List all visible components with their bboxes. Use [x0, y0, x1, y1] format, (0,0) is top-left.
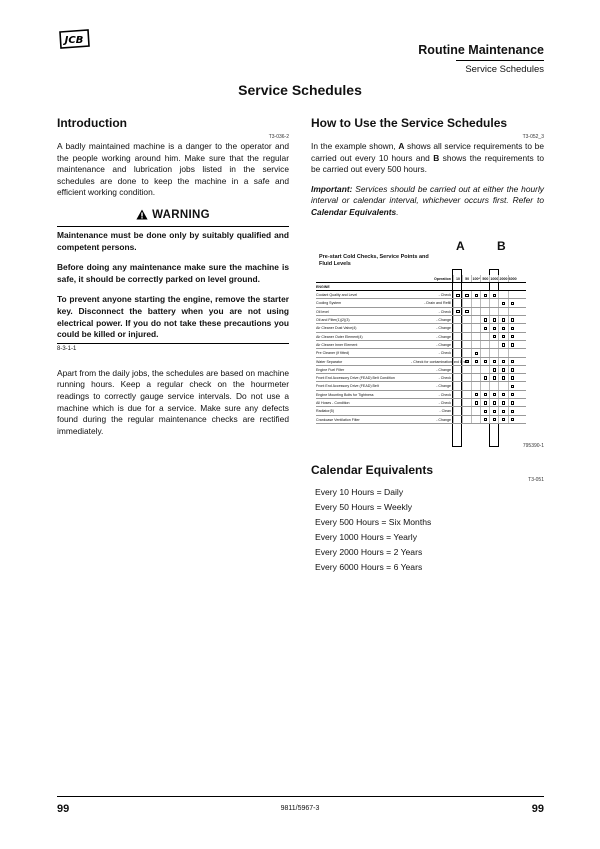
interval-cell [508, 349, 517, 356]
marker-b-text: B [433, 152, 440, 163]
interval-cell [489, 349, 498, 356]
checkbox-icon [484, 327, 487, 330]
checkbox-icon [493, 294, 496, 297]
checkbox-icon [493, 376, 496, 379]
checkbox-icon [465, 294, 468, 297]
calendar-ref: T3-051 [528, 476, 544, 483]
interval-cell [471, 374, 480, 381]
checkbox-icon [502, 302, 505, 305]
interval-cell [471, 382, 480, 389]
howto-ref: T3-052_3 [522, 134, 544, 140]
howto-body: In the example shown, A shows all service requirements to be carried out every 10 hours and B shows the requirements to be carried out every 500 hours. [311, 141, 544, 175]
task-operation: - Change [436, 417, 451, 422]
checkbox-icon [511, 318, 514, 321]
interval-cell [462, 333, 471, 340]
checkbox-icon [511, 368, 514, 371]
interval-cell [453, 349, 462, 356]
page-number-right: 99 [531, 803, 544, 815]
calendar-item: Every 500 Hours = Six Months [315, 516, 432, 527]
interval-cell [480, 349, 489, 356]
operation-header: Operation [434, 276, 451, 281]
interval-cell [453, 341, 462, 348]
schedule-figure [311, 239, 544, 449]
checkbox-icon [484, 401, 487, 404]
interval-cell [453, 366, 462, 373]
left-column [57, 116, 289, 437]
interval-cell [498, 358, 507, 365]
checkbox-icon [465, 310, 468, 313]
interval-cell [471, 333, 480, 340]
task-operation: - Change [436, 318, 451, 323]
task-name: Air Cleaner Outer Element(4) [316, 334, 363, 339]
interval-cell [453, 358, 462, 365]
task-name: Radiator(5) [316, 409, 334, 414]
document-number: 9811/5967-3 [280, 805, 320, 812]
calendar-item: Every 50 Hours = Weekly [315, 501, 413, 512]
brand-text: JCB [64, 35, 84, 46]
interval-cell [462, 299, 471, 306]
calendar-list [311, 485, 544, 575]
task-operation: - Check for contamination and Drain [411, 359, 469, 364]
task-operation: - Change [436, 334, 451, 339]
checkbox-icon [493, 335, 496, 338]
table-row [316, 333, 526, 341]
checkbox-icon [511, 343, 514, 346]
interval-cell [453, 374, 462, 381]
interval-cell [462, 358, 471, 365]
warning-text-3: To prevent anyone starting the engine, remove the starter key. Disconnect the battery when you are not using electrical power. If you do not take these precautions you could be killed or injured. [57, 294, 289, 340]
checkbox-icon [484, 410, 487, 413]
interval-cell [489, 374, 498, 381]
table-row [316, 299, 526, 307]
interval-cell [498, 416, 507, 423]
interval-cell [480, 308, 489, 315]
interval-cell [462, 382, 471, 389]
interval-cell [480, 324, 489, 331]
header-divider [456, 60, 544, 61]
task-operation: - Change [436, 342, 451, 347]
interval-cell [508, 358, 517, 365]
interval-cell [480, 416, 489, 423]
checkbox-icon [511, 385, 514, 388]
interval-cell [462, 349, 471, 356]
interval-cell [508, 308, 517, 315]
interval-header: 100* [472, 276, 480, 281]
checkbox-icon [502, 335, 505, 338]
interval-cell [480, 299, 489, 306]
table-row [316, 308, 526, 316]
table-row [316, 316, 526, 324]
interval-cell [462, 324, 471, 331]
interval-cell [480, 391, 489, 398]
warning-icon [136, 209, 148, 220]
checkbox-icon [502, 418, 505, 421]
task-name: Oil level [316, 309, 329, 314]
calendar-heading: Calendar Equivalents [311, 462, 434, 477]
table-row [316, 349, 526, 357]
task-name: Front End Accessory Drive (FEAD) Belt [316, 384, 379, 389]
task-header [316, 275, 411, 282]
interval-cell [471, 324, 480, 331]
schedule-table [316, 275, 526, 424]
interval-cell [489, 391, 498, 398]
table-header-row [316, 275, 526, 283]
task-name: Crankcase Ventilation Filter [316, 417, 360, 422]
interval-cell [489, 399, 498, 406]
interval-cell [489, 382, 498, 389]
interval-header: 10 [453, 275, 462, 282]
section-subtitle: Service Schedules [465, 64, 544, 75]
checkbox-icon [502, 318, 505, 321]
interval-cell [498, 291, 507, 298]
task-operation: - Check [438, 392, 451, 397]
interval-cell [453, 382, 462, 389]
task-operation: - Drain and Refill [424, 301, 451, 306]
interval-cell [480, 407, 489, 414]
section-title: Routine Maintenance [418, 43, 544, 57]
interval-cell [498, 366, 507, 373]
warning-box [57, 226, 289, 344]
checkbox-icon [484, 393, 487, 396]
warning-label: WARNING [152, 208, 210, 221]
task-operation: - Clean [439, 409, 451, 414]
interval-cell [498, 341, 507, 348]
interval-cell [462, 407, 471, 414]
interval-cell [508, 341, 517, 348]
interval-cell [471, 416, 480, 423]
interval-cell [498, 391, 507, 398]
task-operation: - Check [438, 351, 451, 356]
interval-header: 1000 [490, 276, 499, 281]
interval-cell [462, 341, 471, 348]
task-name: Engine Mounting Bolts for Tightness [316, 392, 374, 397]
interval-cell [498, 407, 507, 414]
interval-cell [453, 416, 462, 423]
checkbox-icon [493, 418, 496, 421]
calendar-item: Every 10 Hours = Daily [315, 486, 404, 497]
figure-marker-a: A [456, 238, 465, 253]
interval-cell [453, 316, 462, 323]
task-operation: - Check [438, 293, 451, 298]
interval-cell [480, 341, 489, 348]
task-operation: - Check [438, 376, 451, 381]
interval-cell [471, 349, 480, 356]
warning-text-1: Maintenance must be done only by suitably qualified and competent persons. [57, 229, 289, 252]
checkbox-icon [502, 376, 505, 379]
interval-cell [471, 316, 480, 323]
interval-cell [489, 333, 498, 340]
task-operation: - Check [438, 401, 451, 406]
calendar-section [311, 463, 544, 575]
figure-title: Pre-start Cold Checks, Service Points and Fluid Levels [319, 253, 429, 267]
checkbox-icon [493, 360, 496, 363]
interval-cell [489, 291, 498, 298]
calendar-item: Every 6000 Hours = 6 Years [315, 561, 423, 572]
task-name: Air Cleaner Dust Valve(4) [316, 326, 357, 331]
interval-cell [498, 324, 507, 331]
checkbox-icon [511, 418, 514, 421]
interval-cell [453, 308, 462, 315]
checkbox-icon [456, 310, 459, 313]
interval-cell [453, 324, 462, 331]
marker-a-text: A [398, 141, 405, 151]
interval-cell [508, 316, 517, 323]
table-row [316, 374, 526, 382]
interval-cell [453, 299, 462, 306]
interval-cell [489, 299, 498, 306]
interval-cell [471, 358, 480, 365]
interval-cell [462, 291, 471, 298]
figure-ref: 795390-1 [522, 442, 544, 449]
checkbox-icon [493, 327, 496, 330]
howto-heading: How to Use the Service Schedules [311, 116, 508, 130]
task-name: Engine Fuel Filter [316, 367, 345, 372]
intro-ref: T3-036-2 [268, 134, 289, 140]
interval-cell [462, 399, 471, 406]
warning-ref: 8-3-1-1 [57, 345, 77, 352]
task-operation: - Check [438, 309, 451, 314]
interval-cell [508, 291, 517, 298]
interval-cell [489, 324, 498, 331]
checkbox-icon [484, 294, 487, 297]
interval-cell [480, 399, 489, 406]
interval-cell [471, 341, 480, 348]
task-operation: - Change [436, 367, 451, 372]
interval-cell [489, 416, 498, 423]
checkbox-icon [511, 360, 514, 363]
task-name: Coolant Quality and Level [316, 293, 358, 298]
checkbox-icon [511, 393, 514, 396]
task-name: All Hoses - Condition [316, 401, 350, 406]
interval-cell [508, 416, 517, 423]
checkbox-icon [493, 368, 496, 371]
interval-cell [508, 407, 517, 414]
checkbox-icon [502, 393, 505, 396]
checkbox-icon [484, 418, 487, 421]
table-row [316, 391, 526, 399]
calendar-link: Calendar Equivalents [311, 206, 397, 217]
checkbox-icon [493, 393, 496, 396]
table-row [316, 382, 526, 390]
checkbox-icon [511, 335, 514, 338]
interval-cell [480, 374, 489, 381]
interval-cell [508, 399, 517, 406]
interval-cell [498, 316, 507, 323]
checkbox-icon [502, 360, 505, 363]
interval-cell [471, 308, 480, 315]
interval-cell [471, 291, 480, 298]
checkbox-icon [511, 401, 514, 404]
task-name: Cooling System [316, 301, 342, 306]
interval-cell [508, 299, 517, 306]
interval-cell [498, 349, 507, 356]
interval-cell [508, 391, 517, 398]
footer-divider [57, 796, 544, 797]
interval-cell [508, 366, 517, 373]
section-label: ENGINE [316, 284, 330, 289]
table-row [316, 366, 526, 374]
interval-cell [462, 416, 471, 423]
checkbox-icon [502, 368, 505, 371]
interval-header: 500 [480, 275, 489, 282]
interval-header: 50 [462, 275, 471, 282]
interval-cell [471, 391, 480, 398]
table-row [316, 291, 526, 299]
checkbox-icon [475, 352, 478, 355]
interval-cell [508, 324, 517, 331]
interval-cell [489, 407, 498, 414]
important-note: Important: Services should be carried out at either the hourly interval or calendar interval, whichever occurs first. Refer to Calendar Equivalents. [311, 183, 544, 217]
interval-cell [489, 341, 498, 348]
interval-cell [498, 308, 507, 315]
interval-cell [480, 291, 489, 298]
interval-cell [471, 407, 480, 414]
interval-cell [498, 333, 507, 340]
jcb-logo [57, 28, 91, 50]
task-operation: - Change [436, 384, 451, 389]
interval-cell [453, 291, 462, 298]
interval-cell [480, 382, 489, 389]
interval-cell [480, 366, 489, 373]
interval-cell [480, 333, 489, 340]
page-title: Service Schedules [238, 82, 362, 98]
checkbox-icon [511, 376, 514, 379]
interval-cell [471, 399, 480, 406]
checkbox-icon [502, 401, 505, 404]
right-column [311, 116, 544, 575]
interval-cell [480, 316, 489, 323]
interval-cell [462, 308, 471, 315]
table-row [316, 358, 526, 366]
task-operation: - Change [436, 326, 451, 331]
table-row [316, 399, 526, 407]
task-name: Water Separator [316, 359, 343, 364]
interval-cell [498, 399, 507, 406]
interval-cell [453, 333, 462, 340]
interval-cell [489, 358, 498, 365]
checkbox-icon [484, 376, 487, 379]
checkbox-icon [502, 327, 505, 330]
warning-text-2: Before doing any maintenance make sure the machine is safe, it should be correctly parked on level ground. [57, 262, 289, 284]
interval-header: 2000 [499, 276, 508, 281]
warning-heading [57, 209, 289, 221]
table-row [316, 341, 526, 349]
figure-marker-b: B [497, 238, 506, 253]
task-name: Pre Cleaner (if fitted) [316, 351, 350, 356]
table-row [316, 324, 526, 332]
interval-cell [480, 358, 489, 365]
interval-cell [498, 382, 507, 389]
interval-cell [471, 299, 480, 306]
interval-cell [489, 366, 498, 373]
interval-cell [489, 316, 498, 323]
checkbox-icon [456, 294, 459, 297]
interval-cell [462, 391, 471, 398]
table-row [316, 407, 526, 415]
checkbox-icon [484, 318, 487, 321]
task-name: Air Cleaner Inner Element [316, 342, 358, 347]
checkbox-icon [465, 360, 468, 363]
checkbox-icon [511, 327, 514, 330]
page-number-left: 99 [57, 803, 70, 815]
interval-header: 6000 [508, 276, 517, 281]
intro-after-body: Apart from the daily jobs, the schedules are based on machine running hours. Keep a regular check on the hourmeter readings to correctly gauge service intervals. Do not use a machine which is due for a service. Make sure any defects found during the regular maintenance checks are rectified immediately. [57, 367, 289, 436]
checkbox-icon [484, 360, 487, 363]
checkbox-icon [475, 401, 478, 404]
intro-heading: Introduction [57, 116, 127, 130]
interval-cell [471, 366, 480, 373]
checkbox-icon [502, 343, 505, 346]
interval-cell [453, 407, 462, 414]
task-name: Front End Accessory Drive (FEAD) Belt Condition [316, 376, 395, 381]
checkbox-icon [493, 410, 496, 413]
interval-cell [508, 382, 517, 389]
checkbox-icon [475, 360, 478, 363]
checkbox-icon [493, 318, 496, 321]
checkbox-icon [511, 302, 514, 305]
checkbox-icon [475, 393, 478, 396]
interval-cell [489, 308, 498, 315]
interval-cell [462, 366, 471, 373]
interval-cell [453, 399, 462, 406]
calendar-item: Every 1000 Hours = Yearly [315, 531, 417, 542]
interval-cell [462, 316, 471, 323]
interval-cell [508, 374, 517, 381]
task-name: Oil and Filter(1)(2)(3) [316, 318, 350, 323]
interval-cell [498, 299, 507, 306]
section-row [316, 283, 526, 291]
checkbox-icon [493, 401, 496, 404]
checkbox-icon [511, 410, 514, 413]
intro-body: A badly maintained machine is a danger to the operator and the people working around him. Make sure that the regular maintenance and lubrication jobs listed in the service schedules are done to keep the machine in a safe and efficient working condition. [57, 141, 289, 198]
interval-cell [508, 333, 517, 340]
checkbox-icon [502, 410, 505, 413]
checkbox-icon [475, 294, 478, 297]
interval-cell [462, 374, 471, 381]
calendar-item: Every 2000 Hours = 2 Years [315, 546, 423, 557]
table-row [316, 416, 526, 424]
interval-cell [453, 391, 462, 398]
interval-cell [498, 374, 507, 381]
